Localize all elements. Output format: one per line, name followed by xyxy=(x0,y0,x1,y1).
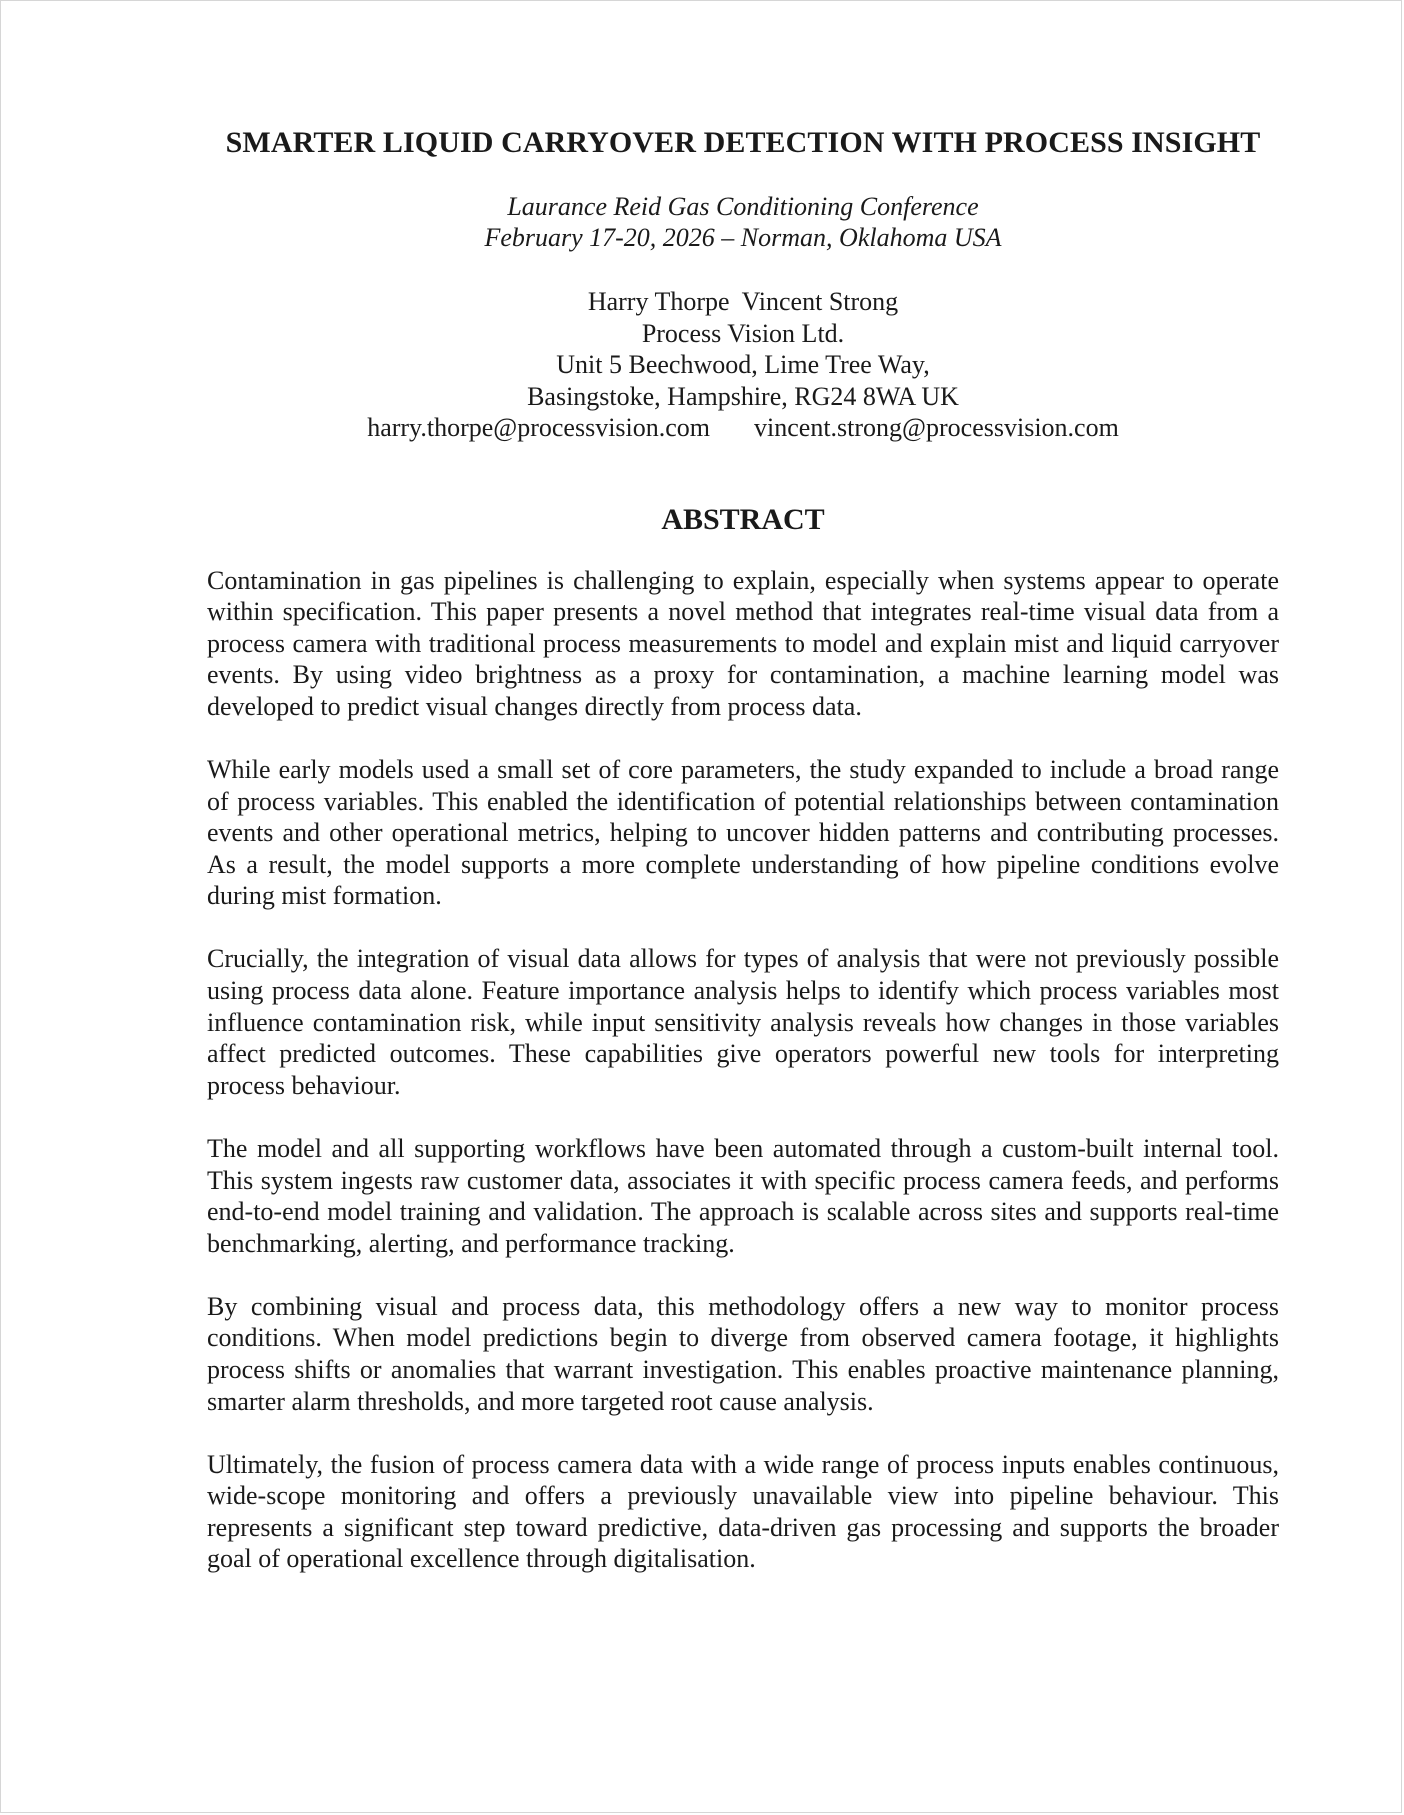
abstract-paragraph: Ultimately, the fusion of process camera data with a wide range of process inputs enables continuous, wide-scope monitoring and offers a previously unavailable view into pipeline behaviour. This represents a significant step toward predictive, data-driven gas processing and supports the broader goal of operational excellence through digitalisation. xyxy=(207,1449,1279,1574)
author-name: Vincent Strong xyxy=(741,287,899,316)
conference-date-location: February 17-20, 2026 – Norman, Oklahoma USA xyxy=(484,223,1002,252)
author-email: harry.thorpe@processvision.com xyxy=(367,413,711,442)
author-name: Harry Thorpe xyxy=(587,287,730,316)
author-company: Process Vision Ltd. xyxy=(641,318,845,348)
abstract-body xyxy=(207,565,1279,1576)
paper-title: SMARTER LIQUID CARRYOVER DETECTION WITH PROCESS INSIGHT xyxy=(225,126,1261,159)
conference-info xyxy=(207,191,1279,253)
author-names xyxy=(207,286,1279,318)
abstract-paragraph: The model and all supporting workflows have been automated through a custom-built internal tool. This system ingests raw customer data, associates it with specific process camera feeds, and performs end-to-end model training and validation. The approach is scalable across sites and supports real-time benchmarking, alerting, and performance tracking. xyxy=(207,1133,1279,1258)
abstract-paragraph: Contamination in gas pipelines is challenging to explain, especially when systems appear to operate within specification. This paper presents a novel method that integrates real-time visual data from a process camera with traditional process measurements to model and explain mist and liquid carryover events. By using video brightness as a proxy for contamination, a machine learning model was developed to predict visual changes directly from process data. xyxy=(207,565,1279,721)
paper-page xyxy=(207,124,1279,1575)
abstract-paragraph: Crucially, the integration of visual data allows for types of analysis that were not previously possible using process data alone. Feature importance analysis helps to identify which process variables most influence contamination risk, while input sensitivity analysis reveals how changes in those variables affect predicted outcomes. These capabilities give operators powerful new tools for interpreting process behaviour. xyxy=(207,944,1279,1100)
abstract-heading: ABSTRACT xyxy=(661,502,825,536)
author-address-line: Unit 5 Beechwood, Lime Tree Way, xyxy=(556,350,930,379)
conference-name: Laurance Reid Gas Conditioning Conference xyxy=(507,192,979,221)
author-address-line: Basingstoke, Hampshire, RG24 8WA UK xyxy=(527,381,959,411)
author-block xyxy=(207,286,1279,444)
author-emails xyxy=(207,412,1279,444)
abstract-paragraph: By combining visual and process data, this methodology offers a new way to monitor process conditions. When model predictions begin to diverge from observed camera footage, it highlights process shifts or anomalies that warrant investigation. This enables proactive maintenance planning, smarter alarm thresholds, and more targeted root cause analysis. xyxy=(207,1291,1279,1416)
author-email: vincent.strong@processvision.com xyxy=(754,413,1119,442)
abstract-paragraph: While early models used a small set of core parameters, the study expanded to include a broad range of process variables. This enabled the identification of potential relationships between contamination events and other operational metrics, helping to uncover hidden patterns and contributing processes. As a result, the model supports a more complete understanding of how pipeline conditions evolve during mist formation. xyxy=(207,754,1279,911)
